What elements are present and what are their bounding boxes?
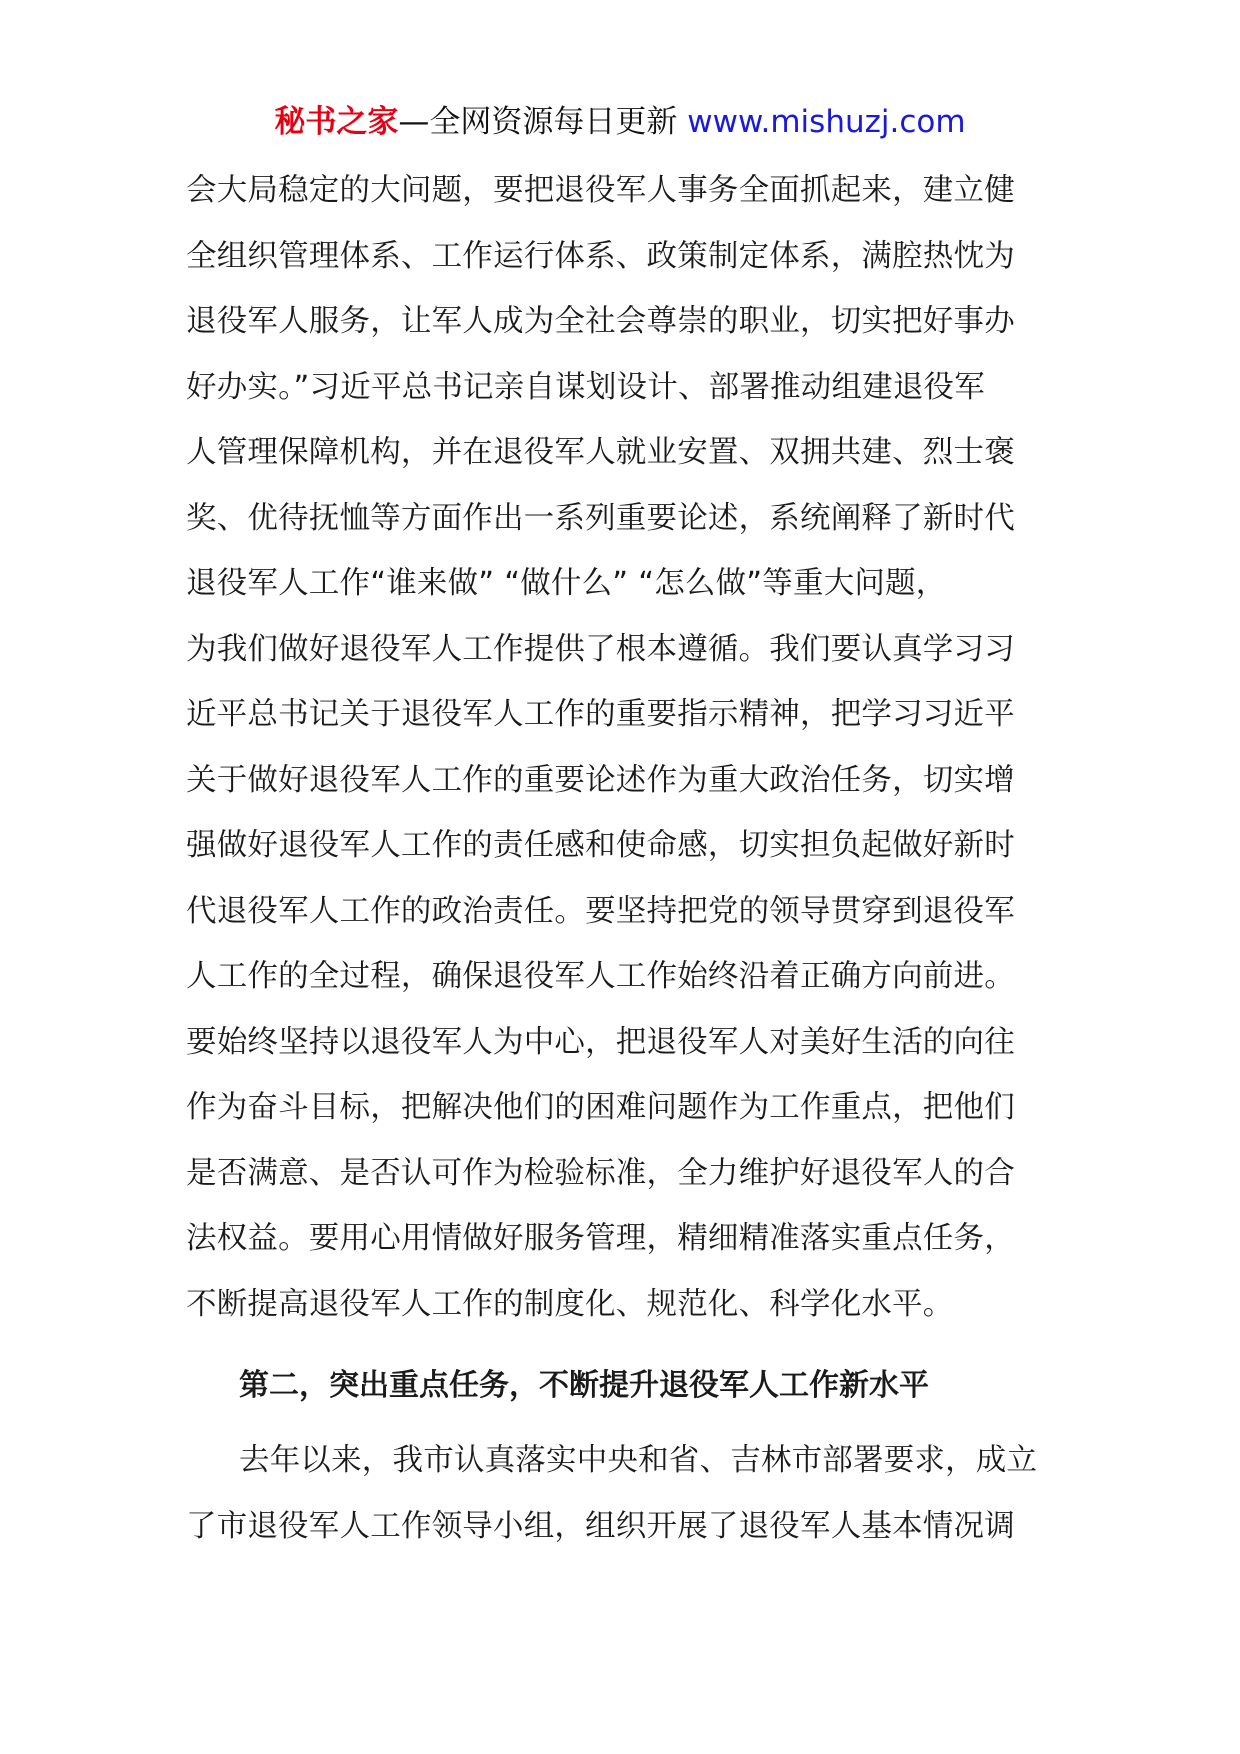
brand-name: 秘书之家 <box>274 104 399 140</box>
text-line: 近平总书记关于退役军人工作的重要指示精神，把学习习近平 <box>186 697 1015 732</box>
text-line: 会大局稳定的大问题，要把退役军人事务全面抓起来，建立健 <box>186 173 1015 208</box>
section-heading: 第二，突出重点任务，不断提升退役军人工作新水平 <box>239 1368 929 1403</box>
paragraph-1 <box>186 158 1056 1337</box>
header-slogan: —全网资源每日更新 <box>398 104 678 140</box>
text-line: 不断提高退役军人工作的制度化、规范化、科学化水平。 <box>186 1286 954 1322</box>
text-line: 强做好退役军人工作的责任感和使命感，切实担负起做好新时 <box>186 828 1015 863</box>
text-line: 是否满意、是否认可作为检验标准，全力维护好退役军人的合 <box>186 1155 1015 1191</box>
text-line: 了市退役军人工作领导小组，组织开展了退役军人基本情况调 <box>186 1508 1015 1544</box>
text-line: 去年以来，我市认真落实中央和省、吉林市部署要求，成立 <box>239 1443 1038 1478</box>
text-line: 退役军人服务，让军人成为全社会尊崇的职业，切实把好事办 <box>186 304 1015 339</box>
text-line: 作为奋斗目标，把解决他们的困难问题作为工作重点，把他们 <box>186 1090 1015 1125</box>
text-line: 奖、优待抚恤等方面作出一系列重要论述，系统阐释了新时代 <box>186 500 1015 536</box>
site-header <box>0 100 1240 144</box>
paragraph-2 <box>186 1428 1056 1559</box>
site-url-link[interactable]: www.mishuzj.com <box>687 104 966 140</box>
text-line: 法权益。要用心用情做好服务管理，精细精准落实重点任务， <box>186 1221 1015 1256</box>
text-line: 好办实。”习近平总书记亲自谋划设计、部署推动组建退役军 <box>186 369 985 405</box>
text-line: 人管理保障机构，并在退役军人就业安置、双拥共建、烈士褒 <box>186 435 1015 470</box>
text-line: 关于做好退役军人工作的重要论述作为重大政治任务，切实增 <box>186 762 1015 798</box>
text-line: 为我们做好退役军人工作提供了根本遵循。我们要认真学习习 <box>186 631 1015 667</box>
document-body <box>186 158 1056 1559</box>
text-line: 人工作的全过程，确保退役军人工作始终沿着正确方向前进。 <box>186 959 1015 994</box>
text-line: 要始终坚持以退役军人为中心，把退役军人对美好生活的向往 <box>186 1024 1015 1060</box>
text-line: 代退役军人工作的政治责任。要坚持把党的领导贯穿到退役军 <box>186 893 1015 929</box>
text-line: 退役军人工作“谁来做” “做什么” “怎么做”等重大问题， <box>186 566 947 601</box>
text-line: 全组织管理体系、工作运行体系、政策制定体系，满腔热忱为 <box>186 238 1015 274</box>
